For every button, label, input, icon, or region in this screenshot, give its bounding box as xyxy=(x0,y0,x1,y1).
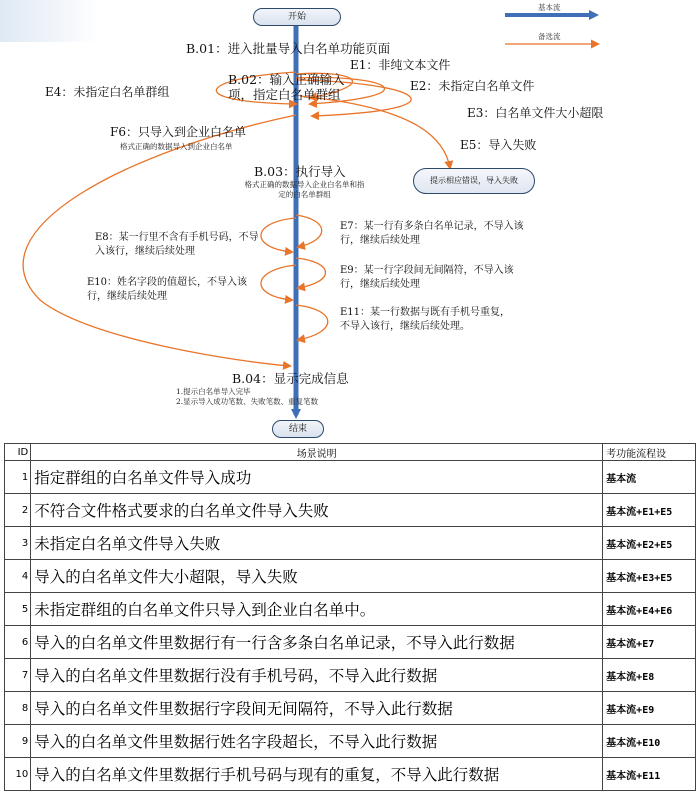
table-row xyxy=(5,461,696,494)
e9-loop xyxy=(296,258,326,288)
row-desc: 指定群组的白名单文件导入成功 xyxy=(31,461,603,494)
alt-e11: E11：某一行数据与既有手机号重复，不导入该行，继续后续处理。 xyxy=(340,307,511,332)
row-id: 8 xyxy=(5,692,31,725)
table-row xyxy=(5,560,696,593)
alt-e3: E3：白名单文件大小超限 xyxy=(467,106,604,120)
alt-e6-note: 格式正确的数据导入到企业白名单 xyxy=(120,142,233,151)
row-desc: 导入的白名单文件里数据行姓名字段超长，不导入此行数据 xyxy=(31,725,603,758)
row-desc: 导入的白名单文件里数据行有一行含多条白名单记录，不导入此行数据 xyxy=(31,626,603,659)
row-flow: 基本流 xyxy=(603,461,696,494)
table-row xyxy=(5,659,696,692)
step-b02: B.02：输入正确输入项，指定白名单群组 xyxy=(228,72,345,102)
row-desc: 导入的白名单文件大小超限，导入失败 xyxy=(31,560,603,593)
table-row xyxy=(5,758,696,791)
step-b04-note2: 2.显示导入成功笔数、失败笔数、重复笔数 xyxy=(176,397,319,406)
row-desc: 未指定白名单文件导入失败 xyxy=(31,527,603,560)
row-id: 2 xyxy=(5,494,31,527)
alt-e8: E8：某一行里不含有手机号码，不导入该行，继续后续处理 xyxy=(95,232,259,257)
alt-e10: E10：姓名字段的值超长，不导入该行，继续后续处理 xyxy=(87,277,248,302)
alt-e7: E7：某一行有多条白名单记录，不导入该行，继续后续处理 xyxy=(340,221,524,246)
e5-path xyxy=(300,96,450,168)
row-flow: 基本流+E2+E5 xyxy=(603,527,696,560)
row-desc: 导入的白名单文件里数据行字段间无间隔符，不导入此行数据 xyxy=(31,692,603,725)
e7-loop xyxy=(296,215,322,247)
row-flow: 基本流+E8 xyxy=(603,659,696,692)
step-b01: B.01：进入批量导入白名单功能页面 xyxy=(186,41,391,56)
alt-e5: E5：导入失败 xyxy=(460,138,537,152)
alt-e6: F6：只导入到企业白名单 xyxy=(110,125,246,139)
row-id: 10 xyxy=(5,758,31,791)
header-desc: 场景说明 xyxy=(31,444,603,461)
row-desc: 导入的白名单文件里数据行没有手机号码，不导入此行数据 xyxy=(31,659,603,692)
step-b03: B.03：执行导入 xyxy=(254,164,346,179)
table-header-row xyxy=(5,444,696,461)
row-flow: 基本流+E7 xyxy=(603,626,696,659)
row-flow: 基本流+E4+E6 xyxy=(603,593,696,626)
scenario-table xyxy=(4,443,696,791)
row-flow: 基本流+E1+E5 xyxy=(603,494,696,527)
start-terminal: 开始 xyxy=(253,8,341,26)
alt-e2: E2：未指定白名单文件 xyxy=(410,79,535,93)
e11-loop xyxy=(296,305,328,340)
legend-main-label: 基本流 xyxy=(538,3,561,12)
row-id: 3 xyxy=(5,527,31,560)
row-id: 9 xyxy=(5,725,31,758)
table-row xyxy=(5,725,696,758)
row-flow: 基本流+E3+E5 xyxy=(603,560,696,593)
step-b04: B.04：显示完成信息 xyxy=(232,371,349,386)
legend-alt-label: 备选流 xyxy=(538,32,561,41)
step-b04-note1: 1.提示白名单导入完毕 xyxy=(176,387,251,396)
row-flow: 基本流+E9 xyxy=(603,692,696,725)
row-desc: 未指定群组的白名单文件只导入到企业白名单中。 xyxy=(31,593,603,626)
alt-e4: E4：未指定白名单群组 xyxy=(45,85,170,99)
table-row xyxy=(5,527,696,560)
table-row xyxy=(5,494,696,527)
row-id: 4 xyxy=(5,560,31,593)
alt-e1: E1：非纯文本文件 xyxy=(350,58,451,72)
row-id: 1 xyxy=(5,461,31,494)
header-flow: 考功能流程设 xyxy=(603,444,696,461)
table-row xyxy=(5,626,696,659)
step-b03-note: 格式正确的数据导入企业白名单和指定的白名单群组 xyxy=(244,180,365,199)
e5-error-box: 提示相应错误，导入失败 xyxy=(413,168,535,194)
row-id: 6 xyxy=(5,626,31,659)
row-id: 5 xyxy=(5,593,31,626)
end-terminal: 结束 xyxy=(272,420,324,438)
e10-loop xyxy=(261,265,296,300)
row-desc: 不符合文件格式要求的白名单文件导入失败 xyxy=(31,494,603,527)
row-flow: 基本流+E10 xyxy=(603,725,696,758)
header-id: ID xyxy=(5,444,31,461)
row-id: 7 xyxy=(5,659,31,692)
table-row xyxy=(5,593,696,626)
alt-e9: E9：某一行字段间无间隔符，不导入该行，继续后续处理 xyxy=(340,265,514,290)
table-row xyxy=(5,692,696,725)
row-flow: 基本流+E11 xyxy=(603,758,696,791)
row-desc: 导入的白名单文件里数据行手机号码与现有的重复，不导入此行数据 xyxy=(31,758,603,791)
